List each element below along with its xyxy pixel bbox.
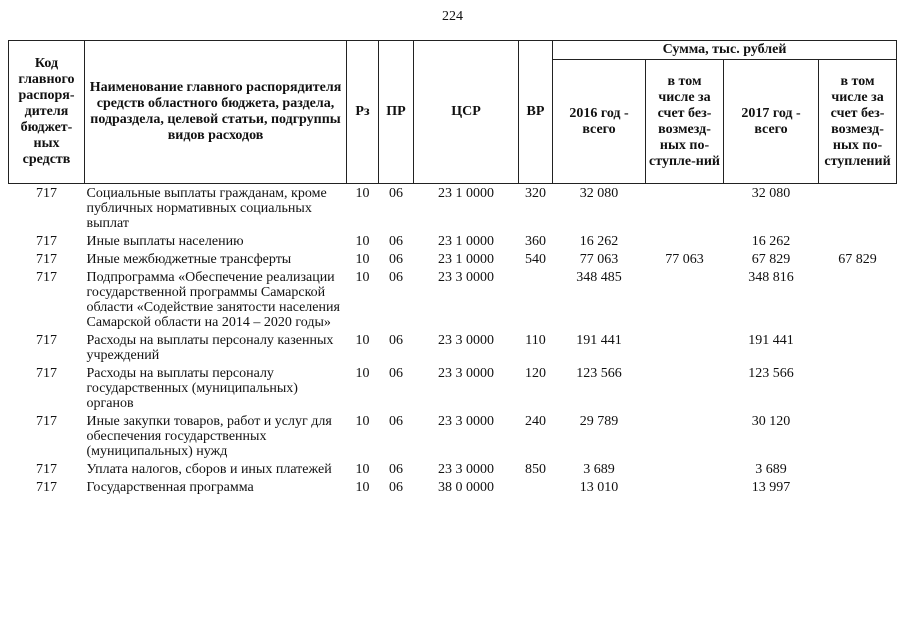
cell-2017-total: 348 816: [748, 270, 794, 285]
cell-2017-total: 123 566: [748, 366, 794, 381]
cell-csr: 23 3 0000: [438, 414, 494, 429]
cell-csr: 38 0 0000: [438, 480, 494, 495]
cell-csr: 23 3 0000: [438, 270, 494, 285]
cell-2016-free: [646, 184, 724, 233]
cell-2016-total: 123 566: [576, 366, 622, 381]
cell-pr: 06: [389, 462, 403, 477]
cell-pr: 06: [389, 234, 403, 249]
cell-vr: 320: [525, 186, 546, 201]
table-row: [9, 268, 897, 331]
header-2016-free: в том числе за счет без-возмезд-ных по-ступле-ний: [646, 60, 724, 184]
cell-2016-total: 32 080: [579, 186, 619, 201]
cell-vr: 540: [525, 252, 546, 267]
cell-name: Иные закупки товаров, работ и услуг для обеспечения государственных (муниципальных) нужд: [86, 414, 332, 459]
cell-rz: 10: [355, 333, 370, 348]
cell-vr: 360: [525, 234, 546, 249]
cell-name: Государственная программа: [86, 480, 254, 495]
cell-pr: 06: [389, 186, 403, 201]
header-rz: Рз: [347, 41, 379, 184]
cell-2016-total: 348 485: [576, 270, 622, 285]
header-pr: ПР: [379, 41, 414, 184]
cell-name: Уплата налогов, сборов и иных платежей: [86, 462, 332, 477]
cell-2017-total: 3 689: [755, 462, 787, 477]
cell-name: Расходы на выплаты персоналу казенных учреждений: [86, 333, 334, 363]
cell-2017-total: 30 120: [751, 414, 791, 429]
cell-2016-total: 191 441: [576, 333, 622, 348]
cell-csr: 23 1 0000: [438, 252, 494, 267]
table-body: [9, 184, 897, 497]
cell-rz: 10: [355, 234, 370, 249]
cell-code: 717: [36, 366, 57, 381]
table-row: [9, 478, 897, 496]
cell-vr: 850: [525, 462, 546, 477]
cell-2017-free: [819, 460, 897, 478]
cell-csr: 23 3 0000: [438, 462, 494, 477]
cell-2017-free: [819, 184, 897, 233]
cell-csr: 23 1 0000: [438, 186, 494, 201]
cell-vr: 120: [525, 366, 546, 381]
cell-name: Иные межбюджетные трансферты: [86, 252, 292, 267]
table-row: [9, 364, 897, 412]
header-name: Наименование главного распорядителя средств областного бюджета, раздела, подраздела, целевой статьи, подгруппы видов расходов: [85, 41, 347, 184]
header-2017-free: в том числе за счет без-возмезд-ных по-ступлений: [819, 60, 897, 184]
cell-code: 717: [36, 186, 57, 201]
cell-rz: 10: [355, 270, 370, 285]
cell-code: 717: [36, 252, 57, 267]
cell-pr: 06: [389, 366, 403, 381]
page-number: 224: [442, 9, 463, 24]
cell-name: Иные выплаты населению: [86, 234, 244, 249]
table-row: [9, 250, 897, 268]
cell-pr: 06: [389, 480, 403, 495]
table-row: [9, 460, 897, 478]
cell-rz: 10: [355, 366, 370, 381]
cell-2017-free: 67 829: [838, 252, 877, 267]
cell-2016-total: 16 262: [579, 234, 619, 249]
budget-table: [8, 40, 897, 496]
cell-rz: 10: [355, 252, 370, 267]
table-row: [9, 184, 897, 233]
cell-2017-free: [819, 331, 897, 364]
cell-code: 717: [36, 270, 57, 285]
cell-2016-free: [646, 331, 724, 364]
header-2017-total: 2017 год - всего: [724, 60, 819, 184]
table-row: [9, 232, 897, 250]
cell-2017-total: 67 829: [751, 252, 791, 267]
cell-2016-total: 13 010: [579, 480, 619, 495]
cell-csr: 23 1 0000: [438, 234, 494, 249]
cell-name: Подпрограмма «Обеспечение реализации государственной программы Самарской области «Содействие занятости населения Самарской области на 2014 – 2020 годы»: [86, 270, 340, 330]
cell-2017-total: 16 262: [751, 234, 791, 249]
cell-2016-total: 3 689: [583, 462, 615, 477]
cell-2017-free: [819, 268, 897, 331]
header-2016-total: 2016 год - всего: [553, 60, 646, 184]
cell-2016-total: 29 789: [579, 414, 619, 429]
cell-csr: 23 3 0000: [438, 366, 494, 381]
cell-2016-free: [646, 364, 724, 412]
cell-code: 717: [36, 333, 57, 348]
cell-pr: 06: [389, 252, 403, 267]
cell-2016-free: [646, 268, 724, 331]
cell-2016-free: [646, 460, 724, 478]
cell-2017-total: 32 080: [751, 186, 791, 201]
cell-2016-free: [646, 478, 724, 496]
cell-2017-total: 191 441: [748, 333, 794, 348]
cell-2017-free: [819, 232, 897, 250]
cell-2017-total: 13 997: [751, 480, 791, 495]
header-code: Код главного распоря-дителя бюджет-ных средств: [9, 41, 85, 184]
cell-pr: 06: [389, 270, 403, 285]
table-row: [9, 331, 897, 364]
table-row: [9, 412, 897, 460]
cell-rz: 10: [355, 414, 370, 429]
header-sum-group: Сумма, тыс. рублей: [553, 41, 897, 60]
cell-rz: 10: [355, 462, 370, 477]
cell-csr: 23 3 0000: [438, 333, 494, 348]
table-header: [9, 41, 897, 184]
cell-code: 717: [36, 462, 57, 477]
cell-pr: 06: [389, 333, 403, 348]
cell-name: Социальные выплаты гражданам, кроме публичных нормативных социальных выплат: [86, 186, 327, 231]
cell-pr: 06: [389, 414, 403, 429]
cell-code: 717: [36, 234, 57, 249]
header-vr: ВР: [519, 41, 553, 184]
cell-code: 717: [36, 480, 57, 495]
cell-2017-free: [819, 412, 897, 460]
header-csr: ЦСР: [414, 41, 519, 184]
cell-vr: [519, 478, 553, 496]
cell-vr: 240: [525, 414, 546, 429]
cell-code: 717: [36, 414, 57, 429]
cell-2016-total: 77 063: [579, 252, 619, 267]
cell-name: Расходы на выплаты персоналу государственных (муниципальных) органов: [86, 366, 298, 411]
cell-vr: 110: [525, 333, 546, 348]
cell-2016-free: [646, 232, 724, 250]
cell-vr: [519, 268, 553, 331]
cell-2016-free: 77 063: [665, 252, 704, 267]
cell-2017-free: [819, 364, 897, 412]
cell-rz: 10: [355, 480, 370, 495]
cell-2016-free: [646, 412, 724, 460]
cell-rz: 10: [355, 186, 370, 201]
cell-2017-free: [819, 478, 897, 496]
